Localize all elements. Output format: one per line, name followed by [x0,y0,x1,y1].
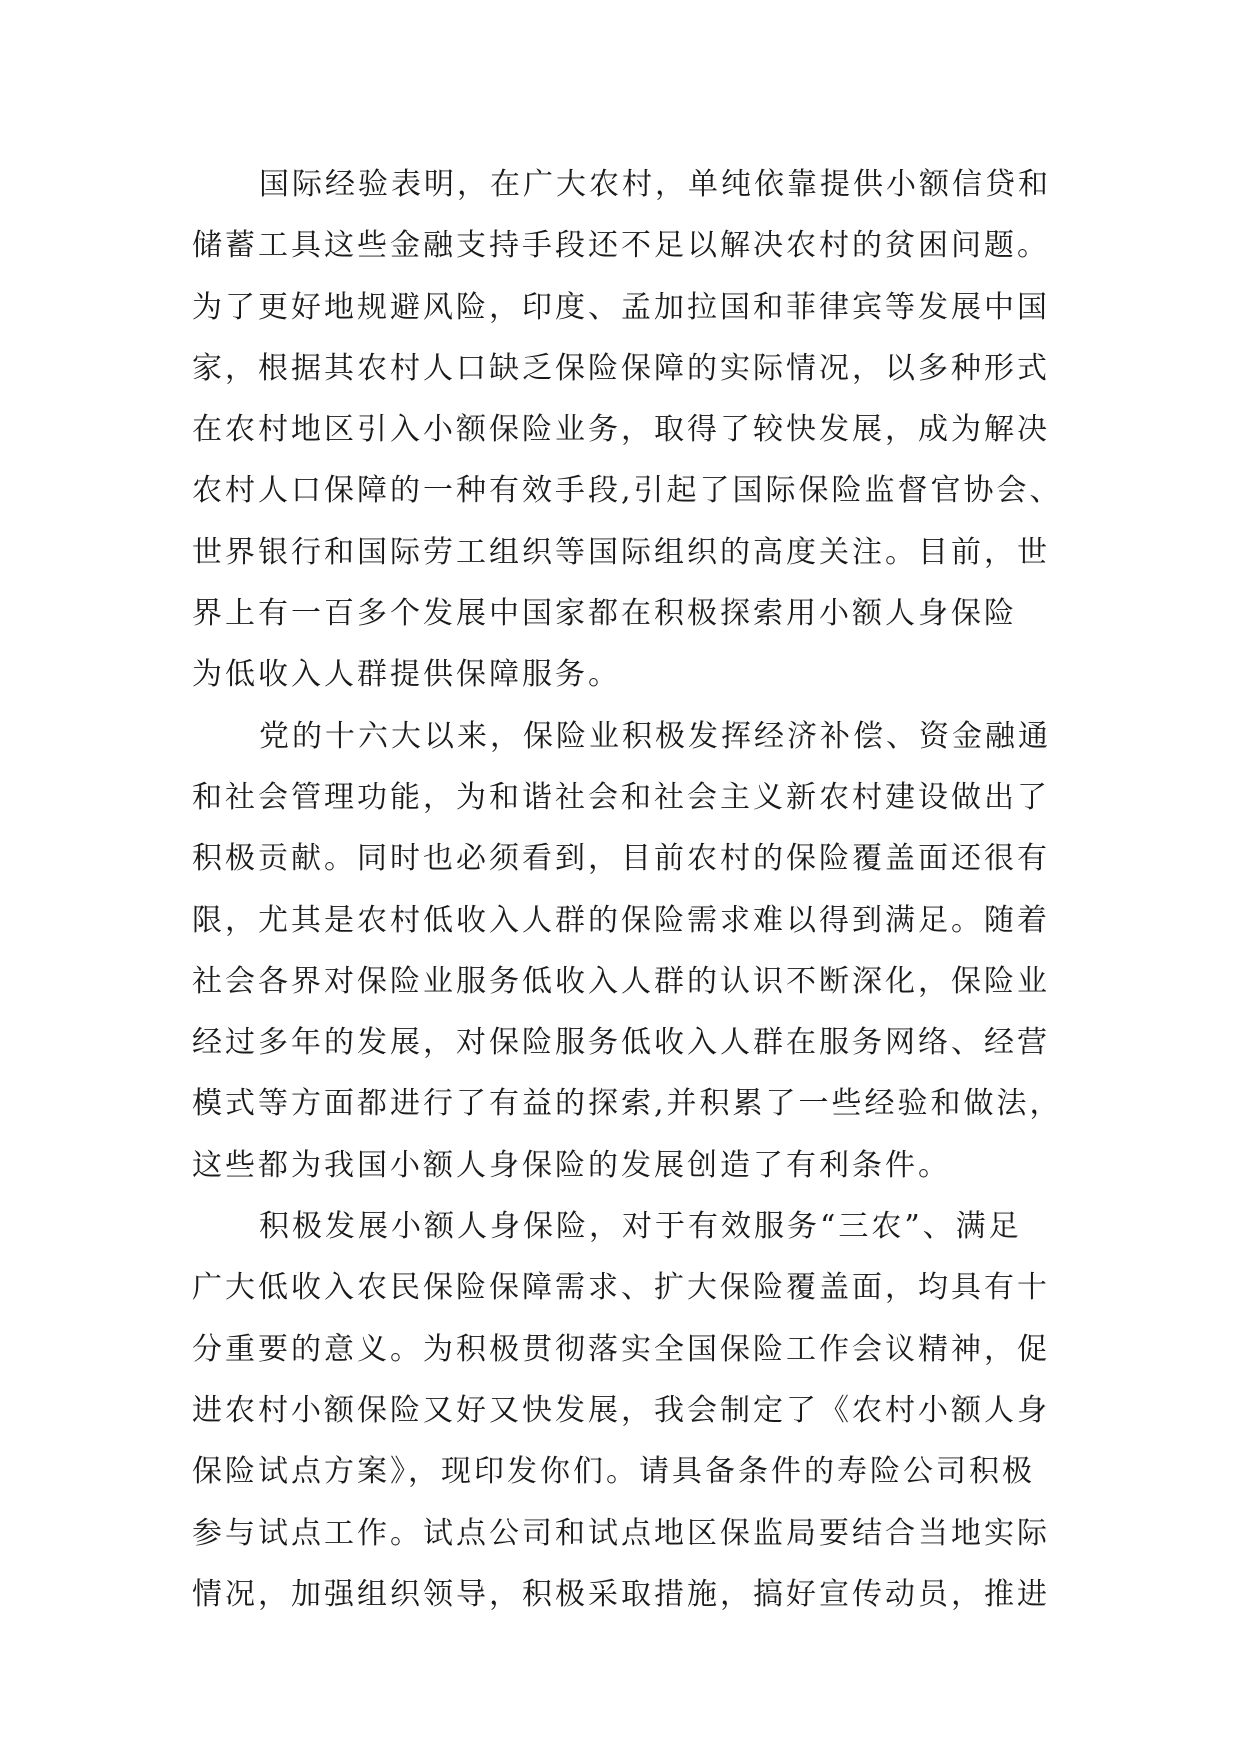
paragraph-line: 在农村地区引入小额保险业务，取得了较快发展，成为解决 [192,412,1050,448]
paragraph-1 [192,154,1072,706]
paragraph-line: 界上有一百多个发展中国家都在积极探索用小额人身保险 [192,596,1017,632]
paragraph-line: 保险试点方案》，现印发你们。请具备条件的寿险公司积极 [192,1454,1035,1490]
paragraph-line: 经过多年的发展，对保险服务低收入人群在服务网络、经营 [192,1025,1050,1061]
paragraph-line: 党的十六大以来，保险业积极发挥经济补偿、资金融通 [259,718,1051,754]
paragraph-line: 限，尤其是农村低收入人群的保险需求难以得到满足。随着 [192,902,1050,938]
paragraph-line: 参与试点工作。试点公司和试点地区保监局要结合当地实际 [192,1515,1050,1551]
paragraph-line: 积极贡献。同时也必须看到，目前农村的保险覆盖面还很有 [192,841,1050,877]
paragraph-line: 这些都为我国小额人身保险的发展创造了有利条件。 [192,1147,951,1183]
paragraph-2 [192,706,1072,1196]
paragraph-3 [192,1196,1072,1625]
paragraph-line: 广大低收入农民保险保障需求、扩大保险覆盖面，均具有十 [192,1270,1050,1306]
paragraph-line: 进农村小额保险又好又快发展，我会制定了《农村小额人身 [192,1392,1050,1428]
paragraph-line: 模式等方面都进行了有益的探索,并积累了一些经验和做法， [192,1086,1063,1122]
paragraph-line: 世界银行和国际劳工组织等国际组织的高度关注。目前，世 [192,534,1050,570]
paragraph-line: 和社会管理功能，为和谐社会和社会主义新农村建设做出了 [192,779,1050,815]
paragraph-line: 储蓄工具这些金融支持手段还不足以解决农村的贫困问题。 [192,228,1050,264]
paragraph-line: 分重要的意义。为积极贯彻落实全国保险工作会议精神，促 [192,1331,1050,1367]
paragraph-line: 农村人口保障的一种有效手段,引起了国际保险监督官协会、 [192,473,1063,509]
paragraph-line: 社会各界对保险业服务低收入人群的认识不断深化，保险业 [192,963,1050,999]
paragraph-line: 情况，加强组织领导，积极采取措施，搞好宣传动员，推进 [192,1576,1050,1612]
paragraph-line: 国际经验表明，在广大农村，单纯依靠提供小额信贷和 [259,167,1051,202]
document-body [192,154,1072,1625]
paragraph-line: 积极发展小额人身保险，对于有效服务“三农”、满足 [259,1209,1022,1245]
paragraph-line: 为低收入人群提供保障服务。 [192,657,621,693]
paragraph-line: 家，根据其农村人口缺乏保险保障的实际情况，以多种形式 [192,350,1050,386]
paragraph-line: 为了更好地规避风险，印度、孟加拉国和菲律宾等发展中国 [192,289,1050,325]
